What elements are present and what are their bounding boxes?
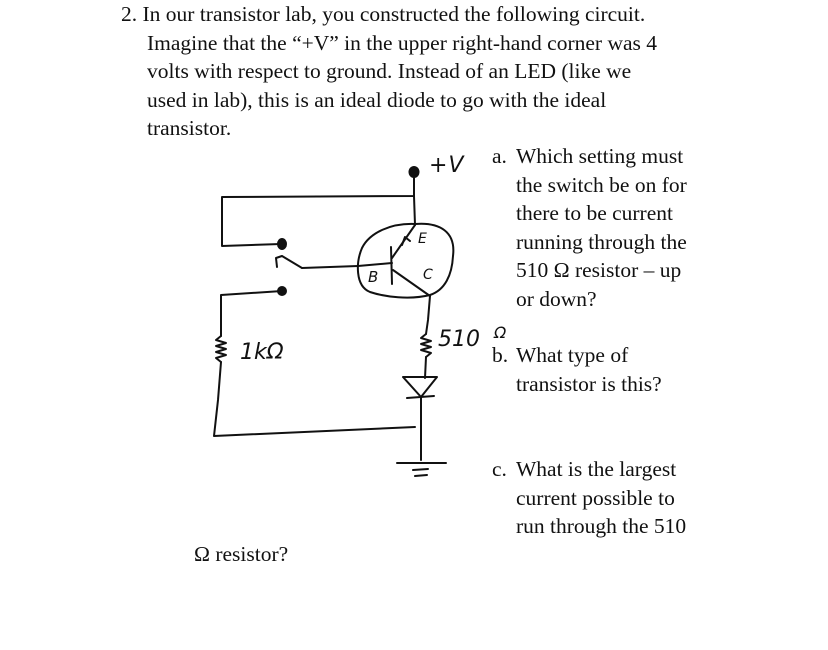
part-b-line: What type of: [516, 343, 629, 367]
left-resistor-label: 1kΩ: [240, 340, 284, 365]
part-b-label: b.: [492, 343, 509, 367]
right-resistor-unit: Ω: [494, 323, 507, 342]
question-line-3: volts with respect to ground. Instead of an LED (like we: [147, 59, 632, 83]
question-line-5: transistor.: [147, 116, 232, 140]
part-a-label: a.: [492, 144, 507, 168]
emitter-label: E: [418, 231, 427, 247]
part-c-label: c.: [492, 457, 507, 481]
collector-label: C: [423, 267, 433, 283]
question-line-2: Imagine that the “+V” in the upper right-hand corner was 4: [147, 30, 658, 55]
part-c-continuation: Ω resistor?: [194, 542, 289, 566]
right-resistor-label: 510: [438, 327, 480, 352]
question-number: 2.: [121, 2, 138, 26]
part-c-line: current possible to: [516, 485, 675, 510]
part-c-line: What is the largest: [516, 457, 677, 481]
part-a-line: running through the: [516, 229, 687, 254]
question-line-4: used in lab), this is an ideal diode to go with the ideal: [147, 87, 607, 112]
diode-icon: [403, 377, 437, 397]
switch-arm-icon: [276, 256, 302, 268]
part-c-line: run through the 510: [516, 514, 687, 538]
part-a-line: there to be current: [516, 201, 673, 225]
part-a-line: the switch be on for: [516, 172, 687, 197]
right-resistor-icon: [421, 334, 431, 357]
left-resistor-icon: [216, 336, 226, 362]
supply-label: +V: [429, 153, 465, 178]
part-b-line: transistor is this?: [516, 371, 662, 396]
part-a-line: Which setting must: [516, 144, 684, 168]
base-label: B: [368, 268, 379, 286]
part-a-line: or down?: [516, 286, 597, 311]
switch-up-contact-icon: [278, 239, 286, 249]
question-line-1: In our transistor lab, you constructed the following circuit.: [142, 2, 646, 26]
transistor-circle-icon: [358, 224, 453, 298]
part-a-line: 510 Ω resistor – up: [516, 258, 682, 282]
ground-icon: [397, 463, 446, 476]
